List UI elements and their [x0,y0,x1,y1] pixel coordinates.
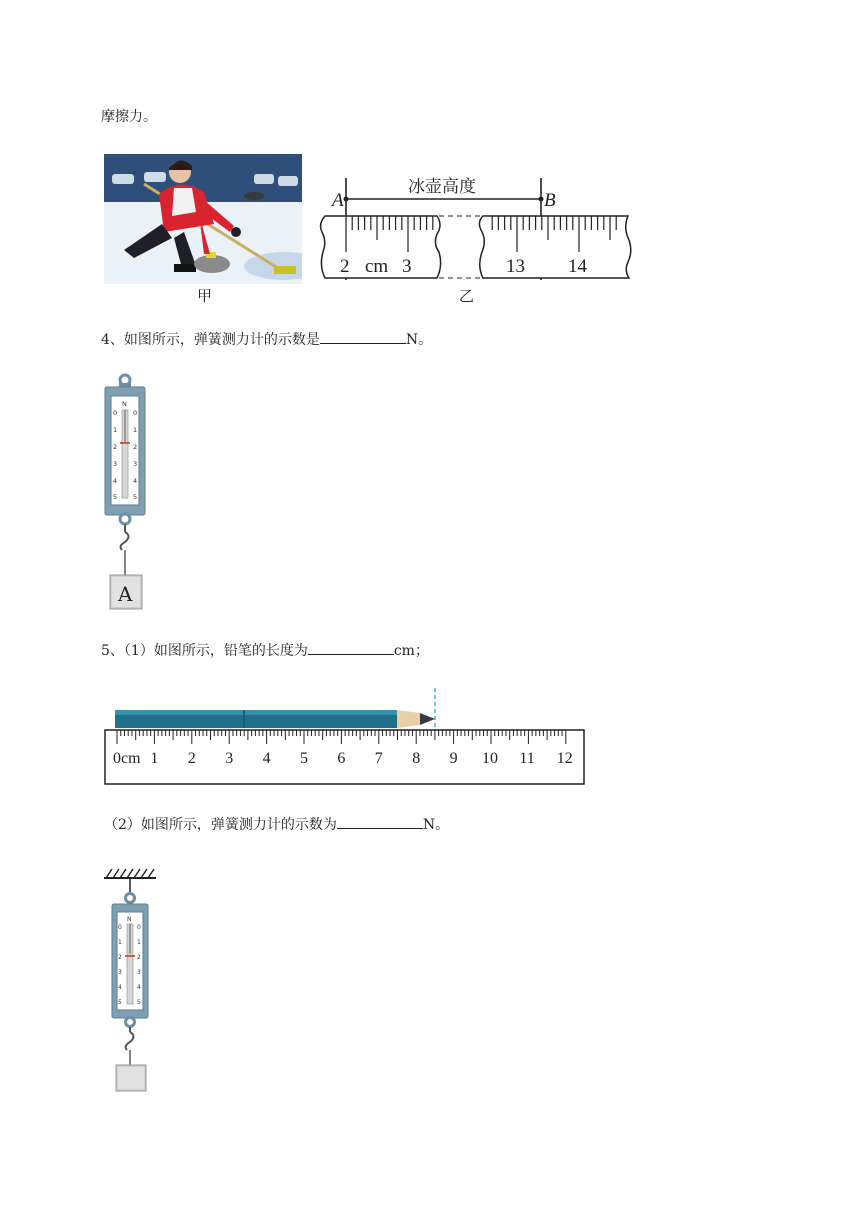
ruler-number: 12 [556,750,573,767]
ruler-number: 11 [519,750,535,767]
scale1-left-3: 3 [113,460,118,468]
scale1-right-1: 1 [133,426,138,434]
ruler-number: 9 [449,750,458,767]
q5-part1-prefix: 5、（1）如图所示，铅笔的长度为 [101,643,308,659]
caption-jia: 甲 [197,287,213,305]
ruler-number: 7 [374,750,383,767]
scale2-left-4: 4 [118,984,122,991]
q5-part2-prefix: （2）如图所示，弹簧测力计的示数为 [104,817,337,833]
q5-part1-answer-blank[interactable] [308,642,394,655]
scale2-left-0: 0 [118,924,122,931]
tick-label-3: 3 [402,256,412,277]
q4-prefix: 4、如图所示，弹簧测力计的示数是 [101,332,320,348]
block-a-label: A [118,582,133,606]
scale1-right-2: 2 [133,443,138,451]
scale2-right-2: 2 [137,954,141,961]
ruler-number: 0cm [113,750,141,767]
ruler-number: 5 [300,750,308,767]
point-a-label: A [332,190,344,211]
scale2-left-1: 1 [118,939,122,946]
q5-part2 [104,816,449,834]
scale1-left-4: 4 [113,477,118,485]
scale2-left-2: 2 [118,954,122,961]
scale1-left-1: 1 [113,426,118,434]
scale1-right-0: 0 [133,409,138,417]
ruler-label: 冰壶高度 [408,177,476,197]
ruler-number: 8 [412,750,421,767]
scale2-right-3: 3 [137,969,141,976]
scale1-right-4: 4 [133,477,138,485]
q4-question [101,331,432,349]
scale2-left-3: 3 [118,969,122,976]
tick-label-2: 2 [340,256,350,277]
scale1-right-5: 5 [133,493,138,501]
q5-part1 [101,642,429,660]
ruler-number: 6 [337,750,346,767]
q5-part2-answer-blank[interactable] [337,816,423,829]
scale2-left-5: 5 [118,999,122,1006]
scale2-right-5: 5 [137,999,141,1006]
q4-unit: N。 [405,332,433,348]
scale2-right-4: 4 [137,984,141,991]
top-text: 摩擦力。 [101,109,157,125]
scale2-unit: N [127,916,132,923]
ice-pot-ruler-figure [315,170,635,305]
ruler-number: 1 [150,750,159,767]
scale1-left-0: 0 [113,409,118,417]
tick-label-cm: cm [365,256,389,277]
scale2-right-1: 1 [137,939,141,946]
ruler-number: 3 [225,750,234,767]
scale1-left-2: 2 [113,443,118,451]
ruler-number: 4 [262,750,271,767]
spring-scale-1 [100,372,160,614]
scale1-right-3: 3 [133,460,138,468]
pencil-ruler-figure [100,686,595,790]
scale1-unit: N [122,400,127,408]
scale2-right-0: 0 [137,924,141,931]
tick-label-13: 13 [506,256,525,277]
caption-yi: 乙 [459,287,475,305]
q4-answer-blank[interactable] [320,331,406,344]
spring-scale-2 [100,866,160,1094]
tick-label-14: 14 [568,256,587,277]
ruler-number: 10 [482,750,498,767]
curling-photo [104,154,302,284]
scale1-left-5: 5 [113,493,118,501]
q5-part1-unit: cm； [393,643,429,659]
ruler-number: 2 [187,750,196,767]
point-b-label: B [544,190,556,211]
q5-part2-unit: N。 [422,817,450,833]
